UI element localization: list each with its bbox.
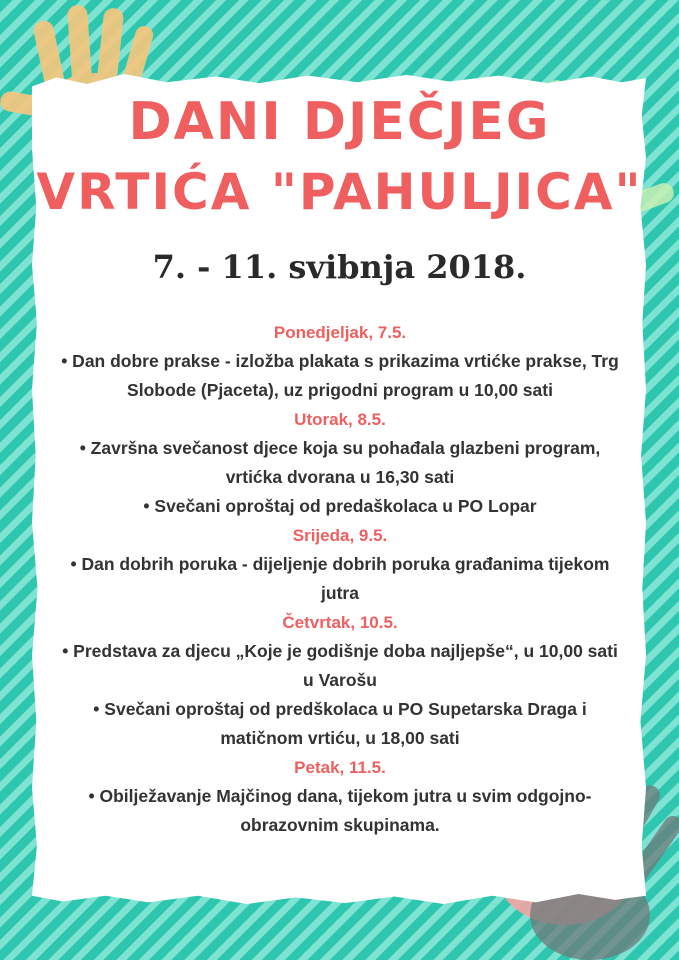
schedule-day-friday xyxy=(60,753,620,840)
schedule-item: • Svečani oproštaj od predaškolaca u PO Lopar xyxy=(143,496,537,516)
day-heading: Četvrtak, 10.5. xyxy=(282,613,398,632)
title-line-1: DANI DJEČJEG xyxy=(128,92,551,152)
day-heading: Ponedjeljak, 7.5. xyxy=(273,323,407,342)
schedule-item: • Završna svečanost djece koja su pohađala glazbeni program, vrtićka dvorana u 16,30 sati xyxy=(79,438,601,487)
schedule-day-tuesday xyxy=(60,405,620,521)
schedule-item: • Obilježavanje Majčinog dana, tijekom jutra u svim odgojno-obrazovnim skupinama. xyxy=(88,786,592,835)
day-heading: Srijeda, 9.5. xyxy=(292,526,388,545)
day-heading: Utorak, 8.5. xyxy=(294,410,386,429)
schedule-list xyxy=(60,318,620,840)
title-line-2: VRTIĆA "PAHULJICA" xyxy=(36,163,643,221)
day-heading: Petak, 11.5. xyxy=(294,758,386,777)
event-dates: 7. - 11. svibnja 2018. xyxy=(152,248,527,286)
schedule-day-monday xyxy=(60,318,620,405)
schedule-item: • Dan dobre prakse - izložba plakata s prikazima vrtićke prakse, Trg Slobode (Pjaceta), uz prigodni program u 10,00 sati xyxy=(61,351,619,400)
schedule-item: • Predstava za djecu „Koje je godišnje doba najljepše“, u 10,00 sati u Varošu xyxy=(62,641,618,690)
schedule-day-thursday xyxy=(60,608,620,753)
schedule-item: • Svečani oproštaj od predškolaca u PO Supetarska Draga i matičnom vrtiću, u 18,00 sati xyxy=(93,699,587,748)
schedule-day-wednesday xyxy=(60,521,620,608)
schedule-item: • Dan dobrih poruka - dijeljenje dobrih poruka građanima tijekom jutra xyxy=(70,554,610,603)
